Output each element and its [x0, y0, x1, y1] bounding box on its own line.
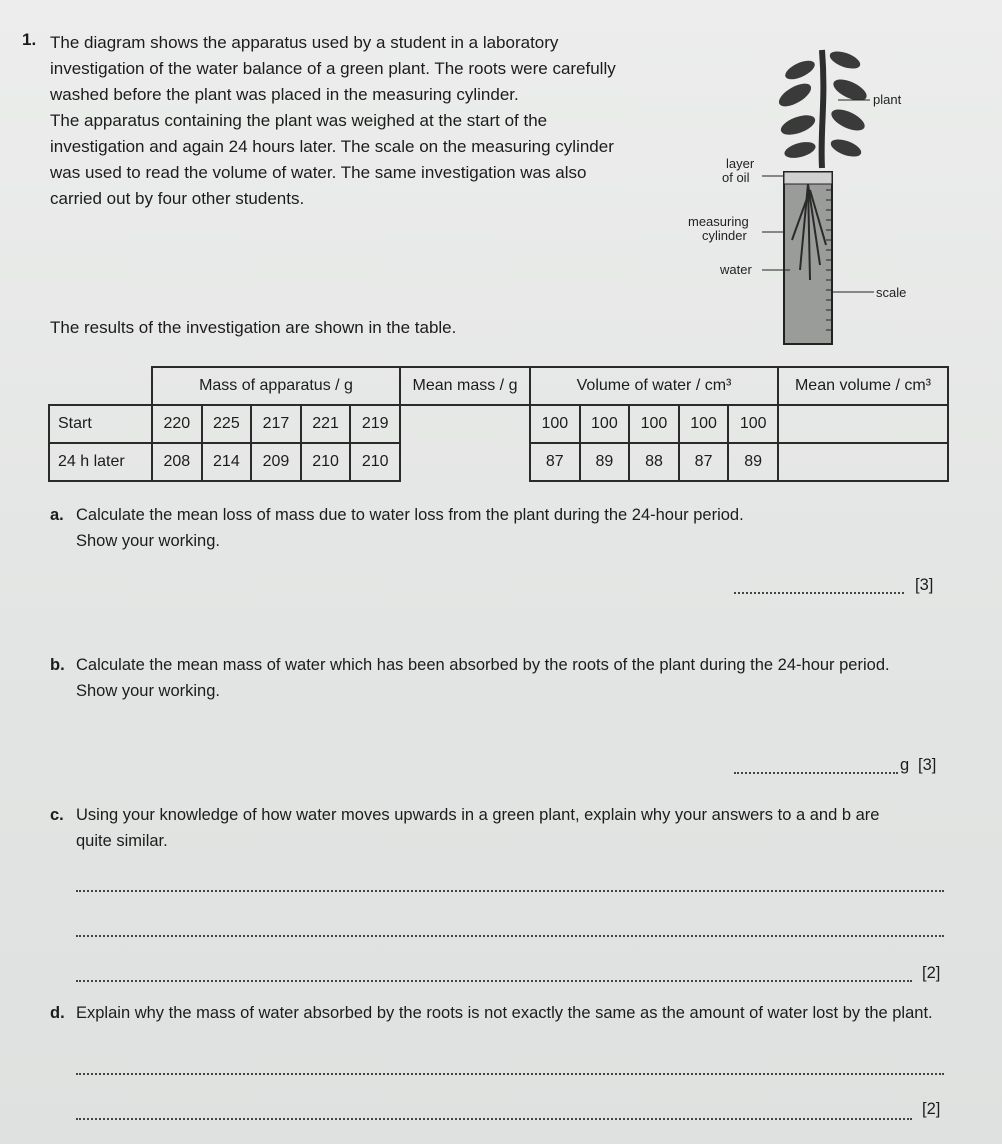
- intro-line: was used to read the volume of water. The same investigation was also: [50, 163, 587, 182]
- volume-cell: 89: [580, 443, 630, 481]
- volume-cell: 89: [728, 443, 778, 481]
- mass-cell: 221: [301, 405, 351, 443]
- mean-mass-cell[interactable]: [400, 405, 530, 443]
- volume-cell: 100: [580, 405, 630, 443]
- label-plant: plant: [873, 92, 902, 107]
- intro-line: carried out by four other students.: [50, 189, 305, 208]
- part-letter: d.: [50, 1004, 65, 1022]
- part-a: [50, 502, 744, 554]
- header-mean-mass: Mean mass / g: [400, 367, 530, 405]
- part-b: [50, 652, 890, 704]
- mass-cell: 214: [202, 443, 252, 481]
- part-text: Calculate the mean loss of mass due to water loss from the plant during the 24-hour period.: [76, 506, 744, 524]
- volume-cell: 87: [530, 443, 580, 481]
- mark-d: [2]: [922, 1100, 941, 1118]
- mean-volume-cell[interactable]: [778, 405, 948, 443]
- label-measuring-cylinder: cylinder: [702, 228, 747, 243]
- part-text: Using your knowledge of how water moves upwards in a green plant, explain why your answers to a and b are: [76, 806, 880, 824]
- question-intro: [50, 30, 650, 212]
- part-letter: b.: [50, 656, 65, 674]
- answer-line-c[interactable]: [76, 980, 912, 982]
- results-intro: The results of the investigation are shown in the table.: [50, 318, 457, 337]
- part-text: Calculate the mean mass of water which has been absorbed by the roots of the plant during the 24-hour period.: [76, 656, 890, 674]
- part-c: [50, 802, 879, 854]
- answer-line-d[interactable]: [76, 1118, 912, 1120]
- mark-b: [3]: [918, 756, 937, 774]
- mean-mass-cell[interactable]: [400, 443, 530, 481]
- intro-line: The diagram shows the apparatus used by a student in a laboratory: [50, 33, 559, 52]
- intro-line: investigation of the water balance of a green plant. The roots were carefully: [50, 59, 616, 78]
- part-text: Show your working.: [76, 532, 220, 550]
- oil-layer: [784, 172, 832, 184]
- part-letter: c.: [50, 806, 64, 824]
- volume-cell: 100: [728, 405, 778, 443]
- label-scale: scale: [876, 285, 907, 300]
- part-d: [50, 1000, 933, 1026]
- part-text: quite similar.: [76, 832, 168, 850]
- header-volume: Volume of water / cm³: [530, 367, 778, 405]
- volume-cell: 88: [629, 443, 679, 481]
- table-row: [49, 405, 948, 443]
- mass-cell: 210: [301, 443, 351, 481]
- answer-line-c[interactable]: [76, 935, 944, 937]
- intro-line: investigation and again 24 hours later. The scale on the measuring cylinder: [50, 137, 614, 156]
- volume-cell: 100: [530, 405, 580, 443]
- mass-cell: 219: [350, 405, 400, 443]
- volume-cell: 87: [679, 443, 729, 481]
- row-label: Start: [49, 405, 152, 443]
- mark-c: [2]: [922, 964, 941, 982]
- mass-cell: 208: [152, 443, 202, 481]
- header-mass: Mass of apparatus / g: [152, 367, 400, 405]
- apparatus-diagram: [650, 40, 970, 350]
- part-text: Show your working.: [76, 682, 220, 700]
- mass-cell: 209: [251, 443, 301, 481]
- intro-line: washed before the plant was placed in the measuring cylinder.: [50, 85, 519, 104]
- label-water: water: [720, 262, 752, 277]
- mean-volume-cell[interactable]: [778, 443, 948, 481]
- answer-line-c[interactable]: [76, 890, 944, 892]
- table-header-row: [49, 367, 948, 405]
- volume-cell: 100: [629, 405, 679, 443]
- table-row: [49, 443, 948, 481]
- answer-line-d[interactable]: [76, 1073, 944, 1075]
- answer-line-b[interactable]: [734, 772, 898, 774]
- header-mean-volume: Mean volume / cm³: [778, 367, 948, 405]
- results-table: [48, 366, 949, 482]
- mass-cell: 217: [251, 405, 301, 443]
- mark-a: [3]: [915, 576, 934, 594]
- label-layer-of-oil: of oil: [722, 170, 750, 185]
- mass-cell: 220: [152, 405, 202, 443]
- part-text: Explain why the mass of water absorbed by the roots is not exactly the same as the amount of water lost by the plant.: [76, 1004, 933, 1022]
- unit-b: g: [900, 756, 910, 774]
- volume-cell: 100: [679, 405, 729, 443]
- label-layer-of-oil: layer: [726, 156, 755, 171]
- label-measuring-cylinder: measuring: [688, 214, 749, 229]
- plant-stem: [822, 50, 824, 168]
- apparatus-svg: [650, 40, 970, 350]
- part-letter: a.: [50, 506, 64, 524]
- row-label: 24 h later: [49, 443, 152, 481]
- question-number: 1.: [22, 30, 37, 49]
- mass-cell: 225: [202, 405, 252, 443]
- intro-line: The apparatus containing the plant was weighed at the start of the: [50, 111, 548, 130]
- mass-cell: 210: [350, 443, 400, 481]
- answer-line-a[interactable]: [734, 592, 904, 594]
